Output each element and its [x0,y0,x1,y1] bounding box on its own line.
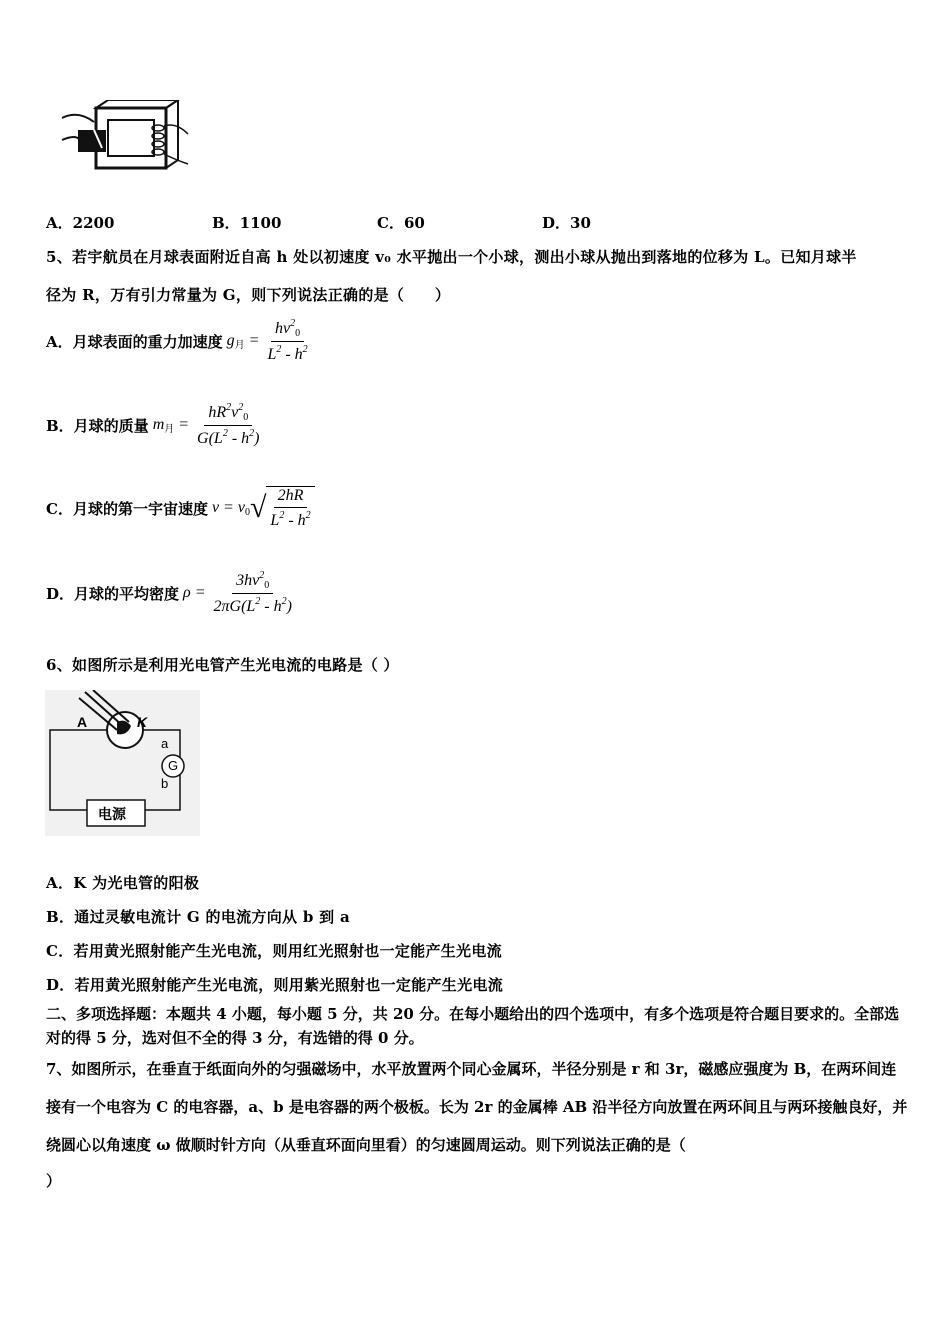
formula-g-moon: $g_月$ = [226,331,260,351]
formula-v: $v = v_0$ [211,498,250,518]
photocell-circuit-figure [45,690,200,836]
formula-m-moon: $m_月$ = [152,415,190,435]
formula-rho: ρ = [183,584,206,601]
transformer-figure [58,100,190,175]
section2-instructions: 二、多项选择题：本题共 4 小题，每小题 5 分，共 20 分。在每小题给出的四个选项中，有多个选项是符合题目要求的。全部选对的得 5 分，选对但不全的得 3 分，有选错的得 0 分。 [46,1005,900,1047]
label-cathode-K: K [137,714,148,730]
q5-option-d [46,570,296,616]
label-terminal-a: a [161,736,169,751]
formula-c-sqrt: √ $\frac{2hR}{L^2 - h^2}$ [250,486,315,530]
q4-option-d: D．30 [542,214,591,232]
q4-option-a: A．2200 [46,214,115,232]
q6-option-c: C．若用黄光照射能产生光电流，则用红光照射也一定能产生光电流 [46,942,502,960]
q5-option-c-label: C．月球的第一宇宙速度 [46,499,208,518]
q5-option-b-label: B．月球的质量 [46,416,149,435]
formula-d-fraction: $\frac{3hv^2_0}{2\pi G(L^2 - h^2)}$ [213,570,292,615]
label-anode-A: A [77,714,88,730]
formula-b-fraction: $\frac{hR^2v^2_0}{G(L^2 - h^2)}$ [197,402,260,447]
label-power-source: 电源 [98,807,126,823]
q6-option-a: A．K 为光电管的阳极 [46,874,200,892]
q6-option-d: D．若用黄光照射能产生光电流，则用紫光照射也一定能产生光电流 [46,976,504,994]
q5-option-d-label: D．月球的平均密度 [46,584,180,603]
q5-option-a [46,318,312,364]
q6-stem: 6、如图所示是利用光电管产生光电流的电路是（ ） [46,656,399,674]
q4-option-c: C．60 [377,214,425,232]
label-galvanometer-G: G [168,758,179,773]
q5-option-c [46,486,315,530]
label-terminal-b: b [161,776,169,791]
q7-stem: 7、如图所示，在垂直于纸面向外的匀强磁场中，水平放置两个同心金属环，半径分别是 r 和 3r，磁感应强度为 B，在两环间连接有一个电容为 C 的电容器，a、b 是电容器的两个极板。长为 2r 的金属棒 AB 沿半径方向放置在两环间且与两环接触良好，并绕圆心以角速度 ω 做顺时针方向（从垂直环面向里看）的匀速圆周运动。则下列说法正确的是（ [46,1060,908,1154]
q5-stem-line2: 径为 R，万有引力常量为 G，则下列说法正确的是（ ） [46,286,451,304]
q4-option-b: B．1100 [212,214,282,232]
q5-option-b [46,402,263,448]
q5-stem-line1: 5、若宇航员在月球表面附近自高 h 处以初速度 v₀ 水平抛出一个小球，测出小球从抛出到落地的位移为 L。已知月球半 [46,248,857,266]
q6-option-b: B．通过灵敏电流计 G 的电流方向从 b 到 a [46,908,351,926]
q7-close-paren: ） [46,1172,62,1190]
q5-option-a-label: A．月球表面的重力加速度 [46,332,223,351]
formula-a-fraction: $\frac{hv^2_0}{L^2 - h^2}$ [267,318,308,363]
